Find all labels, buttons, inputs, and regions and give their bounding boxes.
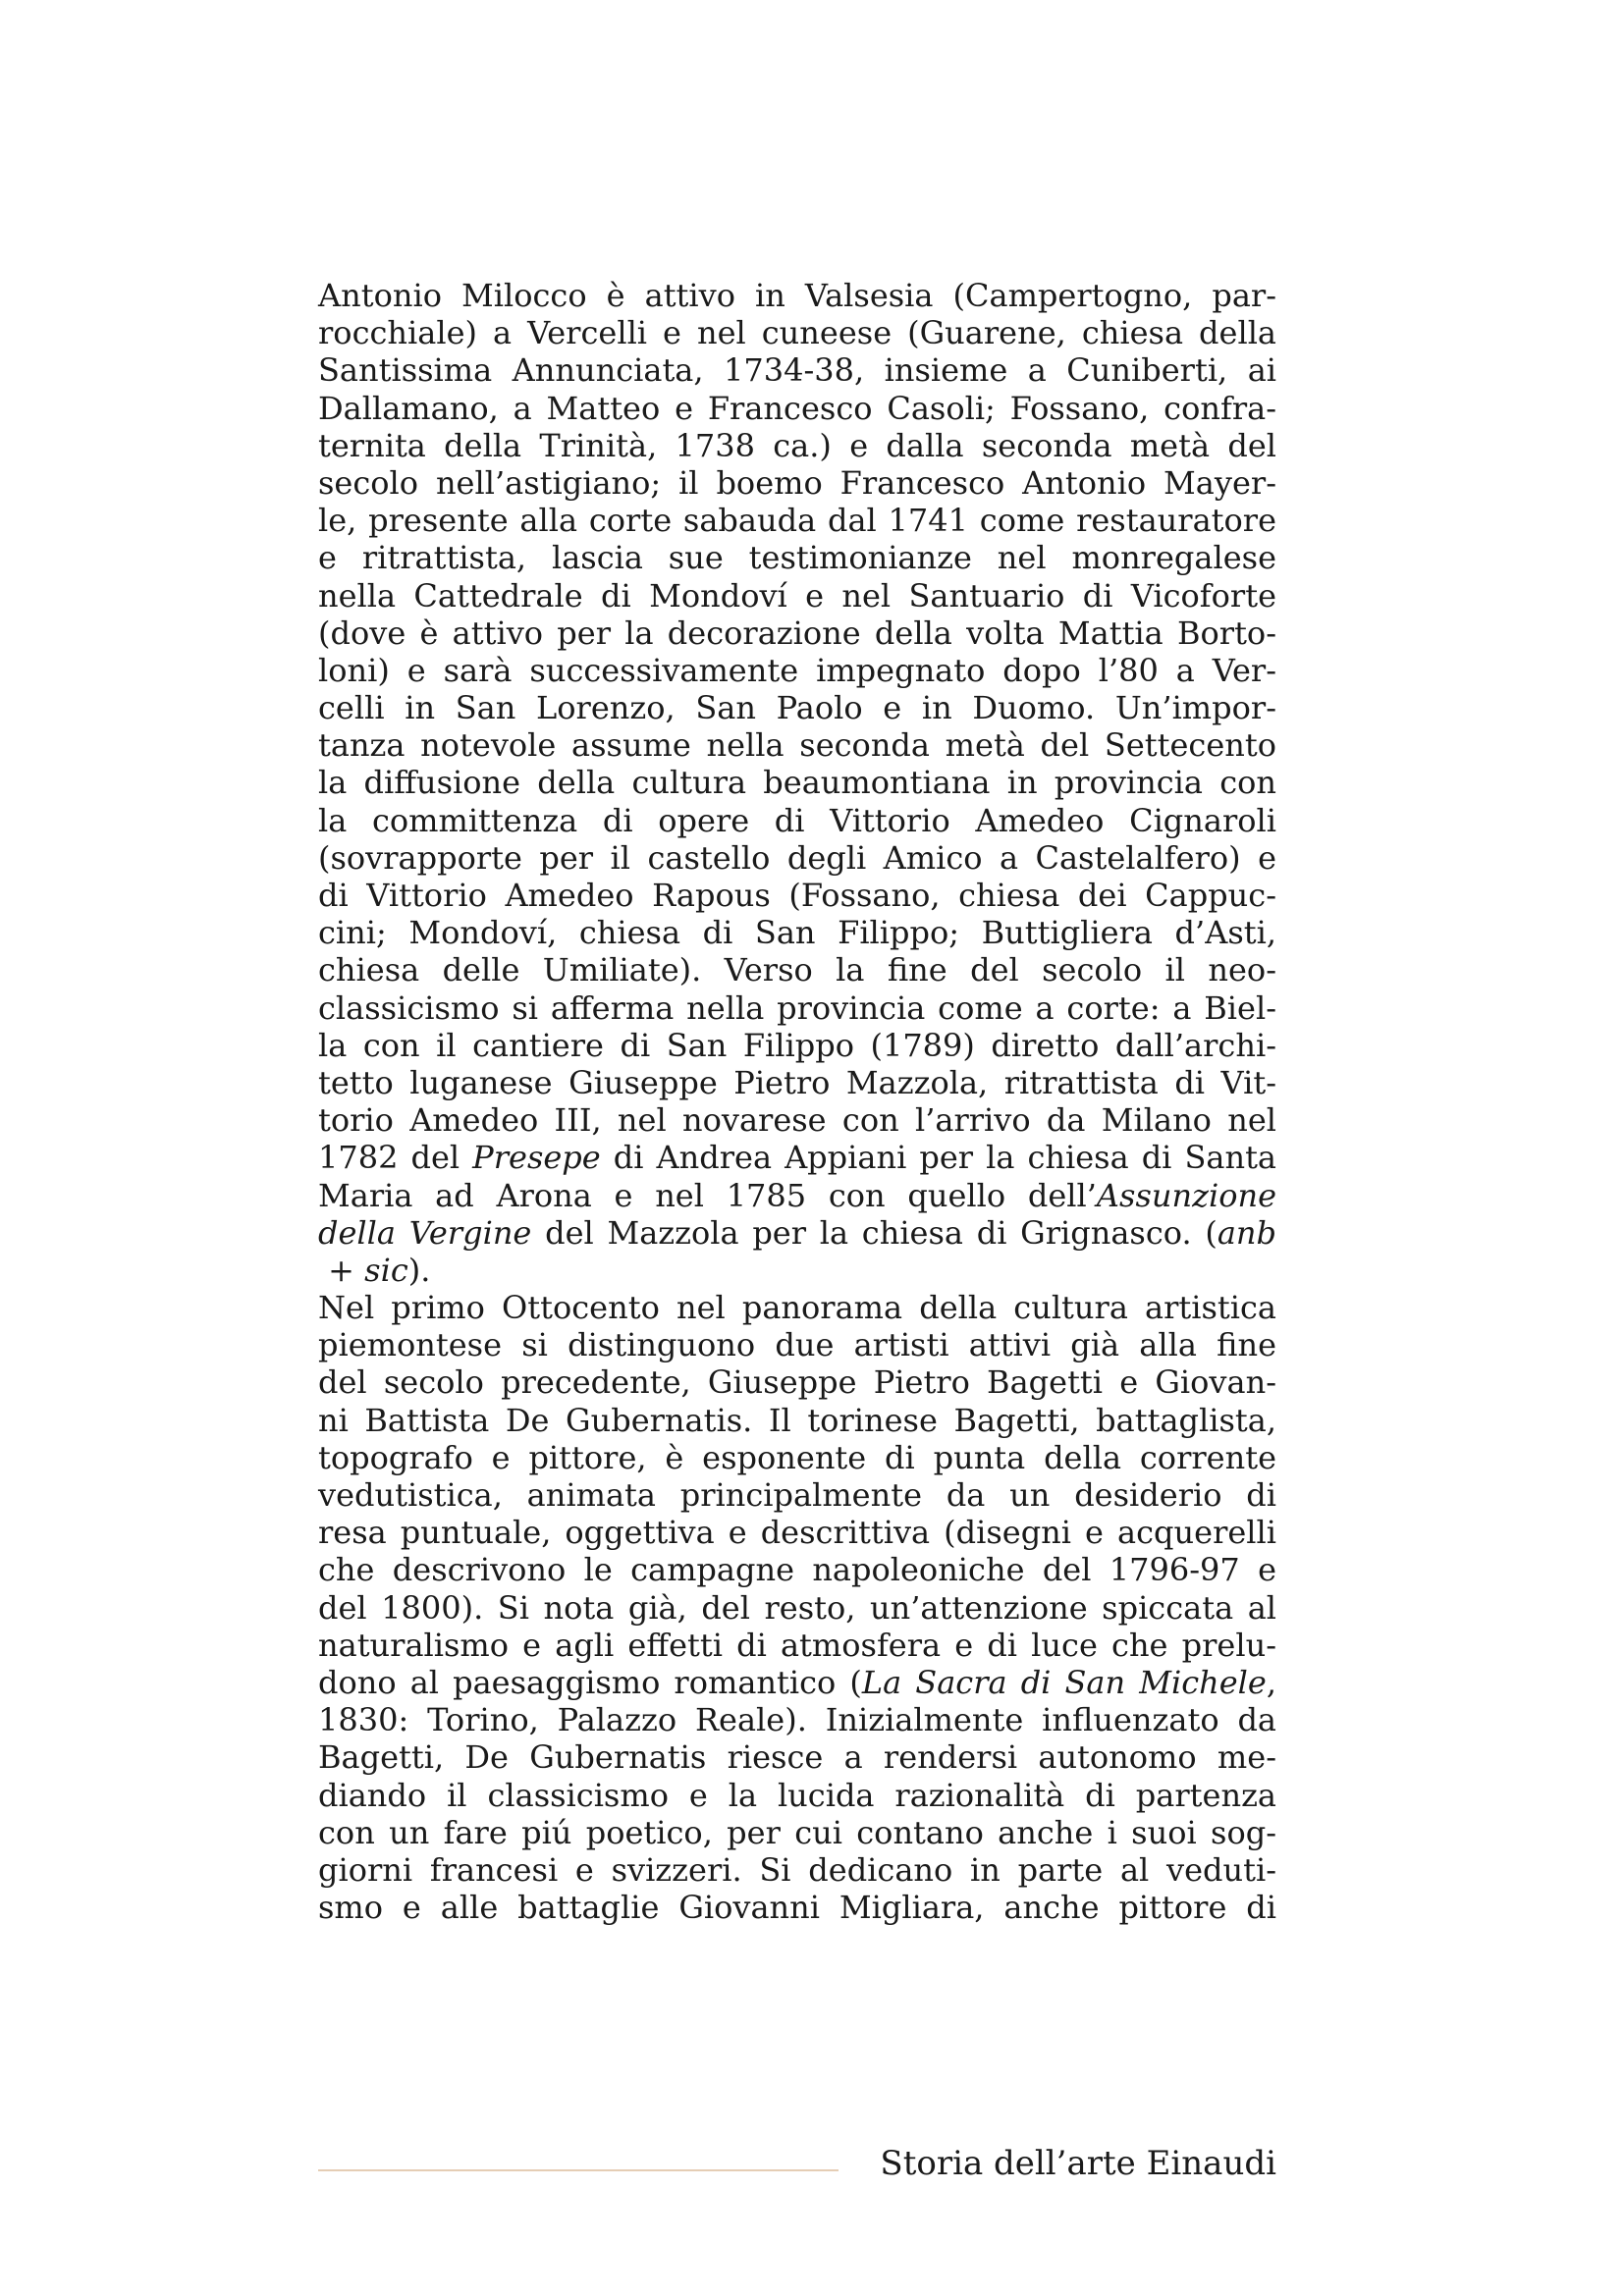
text-line: con un fare piú poetico, per cui contano anche i suoi sog- — [318, 1813, 1276, 1851]
text-line: torio Amedeo III, nel novarese con l’arrivo da Milano nel — [318, 1101, 1276, 1140]
text-line: le, presente alla corte sabauda dal 1741 come restauratore — [318, 502, 1276, 540]
text-run: 1782 del — [318, 1139, 473, 1177]
text-line: giorni francesi e svizzeri. Si dedicano in parte al veduti- — [318, 1850, 1276, 1889]
text-line: e ritrattista, lascia sue testimonianze nel monregalese — [318, 539, 1276, 577]
text-line: del secolo precedente, Giuseppe Pietro Bagetti e Giovan- — [318, 1363, 1276, 1402]
text-line: 1830: Torino, Palazzo Reale). Inizialmente influenzato da — [318, 1701, 1276, 1739]
artwork-title-assunzione: Assunzione — [1096, 1176, 1276, 1214]
text-run: ). — [407, 1251, 431, 1289]
text-line: loni) e sarà successivamente impegnato dopo l’80 a Ver- — [318, 651, 1276, 689]
text-line: che descrivono le campagne napoleoniche del 1796-97 e — [318, 1551, 1276, 1589]
text-line: del 1800). Si nota già, del resto, un’attenzione spiccata al — [318, 1588, 1276, 1627]
text-line: chiesa delle Umiliate). Verso la fine del secolo il neo- — [318, 951, 1276, 989]
text-line: di Vittorio Amedeo Rapous (Fossano, chiesa dei Cappuc- — [318, 877, 1276, 914]
text-line: ni Battista De Gubernatis. Il torinese Bagetti, battaglista, — [318, 1401, 1276, 1439]
text-line: Antonio Milocco è attivo in Valsesia (Campertogno, par- — [318, 277, 1276, 314]
body-text — [318, 277, 1276, 1926]
text-line: classicismo si afferma nella provincia come a corte: a Biel- — [318, 988, 1276, 1027]
text-line — [318, 1252, 1276, 1289]
author-initials: anb — [1217, 1213, 1276, 1252]
text-line: celli in San Lorenzo, San Paolo e in Duomo. Un’impor- — [318, 689, 1276, 727]
text-line: vedutistica, animata principalmente da un desiderio di — [318, 1476, 1276, 1514]
artwork-title-vergine: della Vergine — [318, 1213, 532, 1252]
text-line: Santissima Annunciata, 1734-38, insieme a Cuniberti, ai — [318, 351, 1276, 390]
text-run: di Andrea Appiani per la chiesa di Santa — [600, 1139, 1276, 1177]
text-line: smo e alle battaglie Giovanni Migliara, anche pittore di — [318, 1889, 1276, 1927]
text-line — [318, 1177, 1276, 1214]
footer-book-title: Storia dell’arte Einaudi — [880, 2144, 1276, 2183]
text-line: Bagetti, De Gubernatis riesce a rendersi autonomo me- — [318, 1738, 1276, 1777]
text-line: la committenza di opere di Vittorio Amedeo Cignaroli — [318, 801, 1276, 839]
text-run: del Mazzola per la chiesa di Grignasco. ( — [531, 1213, 1217, 1252]
text-run: dono al paesaggismo romantico ( — [318, 1663, 862, 1701]
text-line: ternita della Trinità, 1738 ca.) e dalla seconda metà del — [318, 426, 1276, 464]
artwork-title-presepe: Presepe — [472, 1139, 601, 1177]
author-initials: + sic — [328, 1251, 408, 1289]
text-line: diando il classicismo e la lucida razionalità di partenza — [318, 1776, 1276, 1814]
text-line: cini; Mondoví, chiesa di San Filippo; Buttigliera d’Asti, — [318, 914, 1276, 952]
text-line: nella Cattedrale di Mondoví e nel Santuario di Vicoforte — [318, 576, 1276, 614]
text-line: Nel primo Ottocento nel panorama della cultura artistica — [318, 1289, 1276, 1327]
text-line — [318, 1139, 1276, 1176]
text-line: la con il cantiere di San Filippo (1789) diretto dall’archi- — [318, 1026, 1276, 1064]
footer-divider — [318, 2169, 839, 2171]
text-line: la diffusione della cultura beaumontiana in provincia con — [318, 764, 1276, 802]
text-line: rocchiale) a Vercelli e nel cuneese (Guarene, chiesa della — [318, 314, 1276, 352]
text-line: (sovrapporte per il castello degli Amico a Castelalfero) e — [318, 838, 1276, 877]
text-run: Maria ad Arona e nel 1785 con quello dell’ — [318, 1176, 1097, 1214]
text-run: , — [1266, 1663, 1277, 1701]
text-line: (dove è attivo per la decorazione della volta Mattia Borto- — [318, 614, 1276, 652]
text-line — [318, 1664, 1276, 1701]
text-line: secolo nell’astigiano; il boemo Francesco Antonio Mayer- — [318, 463, 1276, 502]
text-line — [318, 1214, 1276, 1252]
text-line: tanza notevole assume nella seconda metà del Settecento — [318, 726, 1276, 765]
text-line: tetto luganese Giuseppe Pietro Mazzola, ritrattista di Vit- — [318, 1063, 1276, 1101]
text-line: Dallamano, a Matteo e Francesco Casoli; Fossano, confra- — [318, 389, 1276, 427]
text-line: naturalismo e agli effetti di atmosfera e di luce che prelu- — [318, 1626, 1276, 1664]
text-line: piemontese si distinguono due artisti attivi già alla fine — [318, 1326, 1276, 1364]
text-line: topografo e pittore, è esponente di punta della corrente — [318, 1438, 1276, 1476]
text-line: resa puntuale, oggettiva e descrittiva (disegni e acquerelli — [318, 1514, 1276, 1552]
artwork-title-sacra: La Sacra di San Michele — [861, 1663, 1267, 1701]
